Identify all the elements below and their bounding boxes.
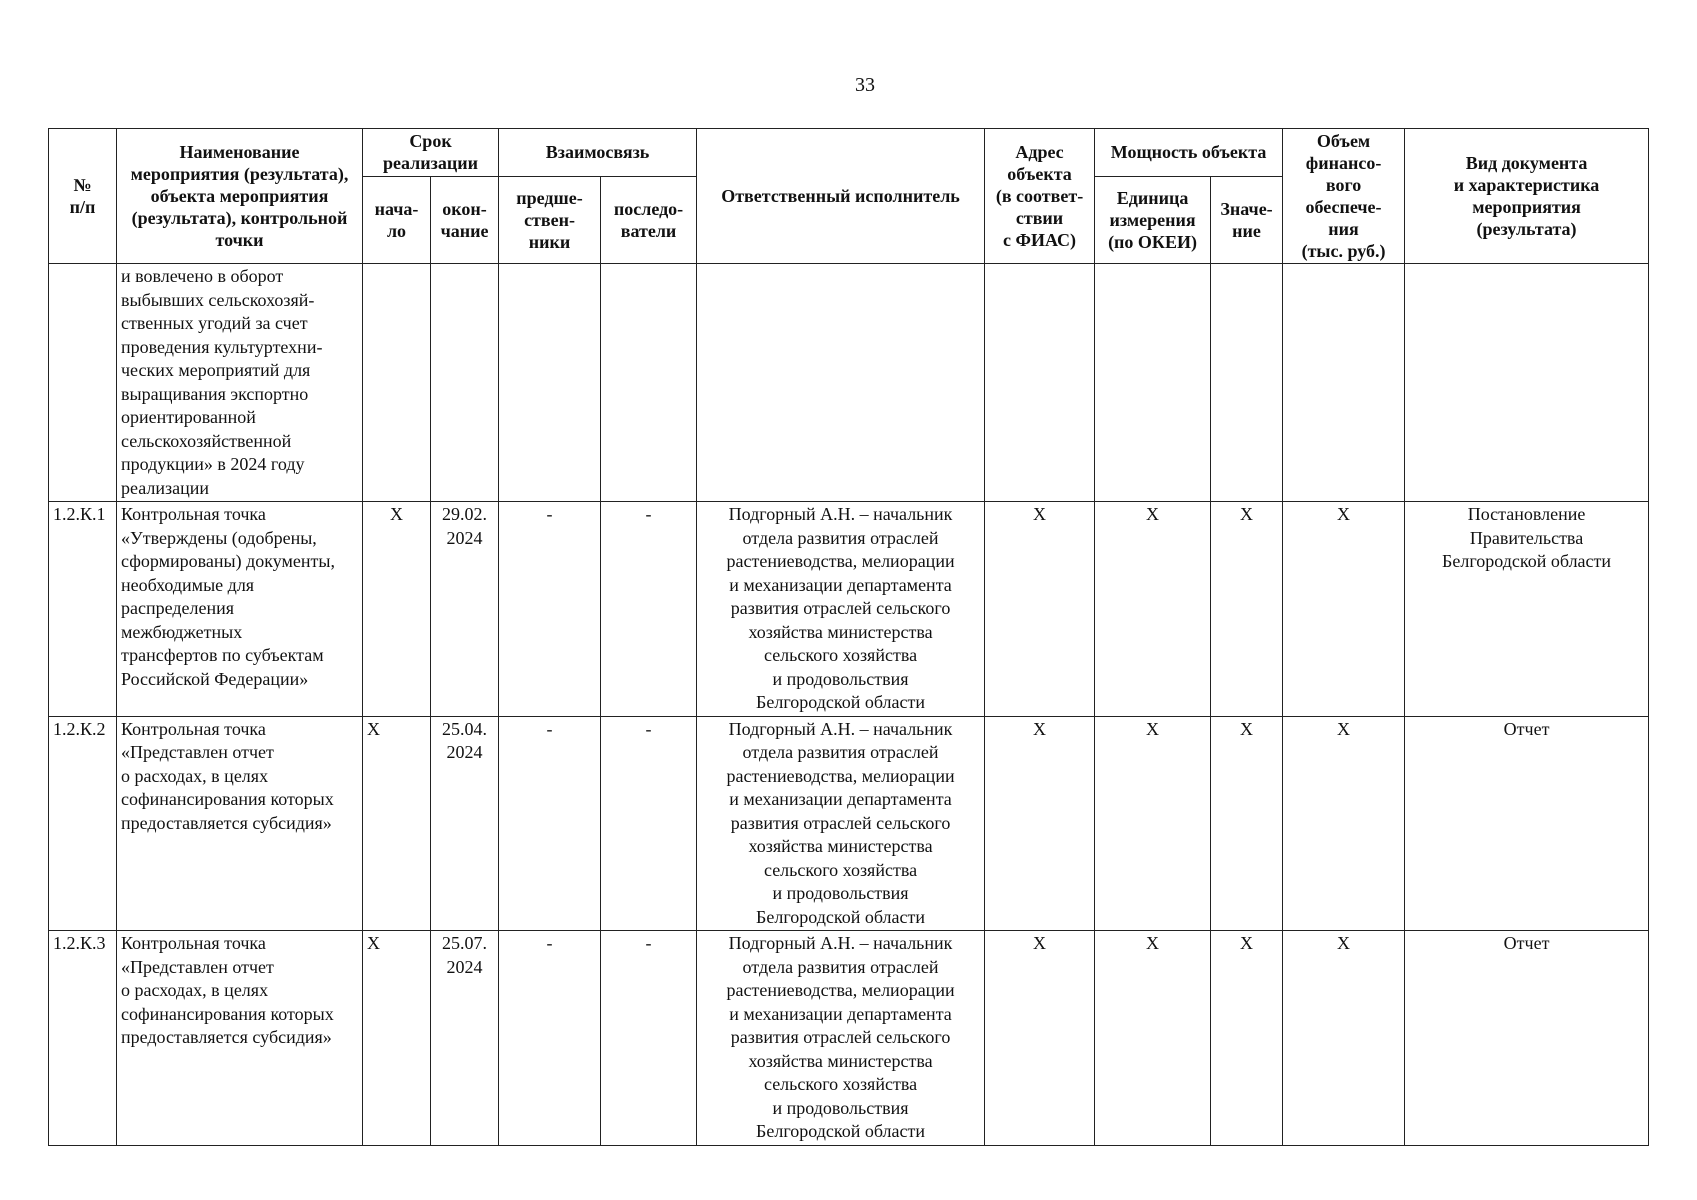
cell-successors: -: [601, 502, 697, 717]
cell-name: Контрольная точка «Представлен отчет о расходах, в целях софинансирования которых предоставляется субсидия»: [117, 716, 363, 931]
cell-doc: Отчет: [1405, 716, 1649, 931]
cell-address: Х: [985, 931, 1095, 1146]
cell-successors: -: [601, 931, 697, 1146]
cell-finance: Х: [1283, 502, 1405, 717]
cell-end: 25.04. 2024: [431, 716, 499, 931]
header-term-end: окон- чание: [431, 176, 499, 263]
cell-address: Х: [985, 716, 1095, 931]
cell-successors: -: [601, 716, 697, 931]
header-finance: Объем финансо- вого обеспече- ния (тыс. руб.): [1283, 129, 1405, 264]
cell-finance: Х: [1283, 716, 1405, 931]
header-address: Адрес объекта (в соответ- ствии с ФИАС): [985, 129, 1095, 264]
cell-start: Х: [363, 931, 431, 1146]
cell-num: [49, 264, 117, 502]
cell-responsible: Подгорный А.Н. – начальник отдела развития отраслей растениеводства, мелиорации и механизации департамента развития отраслей сельского хозяйства министерства сельского хозяйства и продовольствия Белгородской области: [697, 716, 985, 931]
cell-num: 1.2.К.2: [49, 716, 117, 931]
cell-doc: Постановление Правительства Белгородской области: [1405, 502, 1649, 717]
cell-value: Х: [1211, 502, 1283, 717]
cell-address: Х: [985, 502, 1095, 717]
header-unit: Единица измерения (по ОКЕИ): [1095, 176, 1211, 263]
header-term-start: нача- ло: [363, 176, 431, 263]
cell-num: 1.2.К.1: [49, 502, 117, 717]
cell-name: Контрольная точка «Утверждены (одобрены, сформированы) документы, необходимые для распределения межбюджетных трансфертов по субъектам Российской Федерации»: [117, 502, 363, 717]
cell-responsible: Подгорный А.Н. – начальник отдела развития отраслей растениеводства, мелиорации и механизации департамента развития отраслей сельского хозяйства министерства сельского хозяйства и продовольствия Белгородской области: [697, 931, 985, 1146]
header-doc-type: Вид документа и характеристика мероприятия (результата): [1405, 129, 1649, 264]
cell-predecessors: -: [499, 502, 601, 717]
cell-doc: Отчет: [1405, 931, 1649, 1146]
cell-start: Х: [363, 502, 431, 717]
table-row: [49, 716, 1649, 931]
cell-predecessors: -: [499, 716, 601, 931]
cell-name: и вовлечено в оборот выбывших сельскохозяй- ственных угодий за счет проведения культуртехни- ческих мероприятий для выращивания экспортно ориентированной сельскохозяйственной продукции» в 2024 году реализации: [117, 264, 363, 502]
cell-unit: Х: [1095, 502, 1211, 717]
cell-start: Х: [363, 716, 431, 931]
cell-finance: Х: [1283, 931, 1405, 1146]
cell-predecessors: -: [499, 931, 601, 1146]
plan-table: [48, 128, 1649, 1146]
header-successors: последо- ватели: [601, 176, 697, 263]
cell-responsible: Подгорный А.Н. – начальник отдела развития отраслей растениеводства, мелиорации и механизации департамента развития отраслей сельского хозяйства министерства сельского хозяйства и продовольствия Белгородской области: [697, 502, 985, 717]
cell-name: Контрольная точка «Представлен отчет о расходах, в целях софинансирования которых предоставляется субсидия»: [117, 931, 363, 1146]
header-value: Значе- ние: [1211, 176, 1283, 263]
table-header: [49, 129, 1649, 264]
header-name: Наименование мероприятия (результата), объекта мероприятия (результата), контрольной точки: [117, 129, 363, 264]
cell-unit: Х: [1095, 931, 1211, 1146]
table-row: [49, 502, 1649, 717]
page-number: 33: [855, 74, 875, 96]
cell-end: 29.02. 2024: [431, 502, 499, 717]
cell-value: Х: [1211, 931, 1283, 1146]
cell-unit: Х: [1095, 716, 1211, 931]
cell-end: 25.07. 2024: [431, 931, 499, 1146]
cell-num: 1.2.К.3: [49, 931, 117, 1146]
header-num: № п/п: [49, 129, 117, 264]
table-row: [49, 931, 1649, 1146]
table-row-continuation: [49, 264, 1649, 502]
header-predecessors: предше- ствен- ники: [499, 176, 601, 263]
header-term: Срок реализации: [363, 129, 499, 177]
header-capacity: Мощность объекта: [1095, 129, 1283, 177]
header-relation: Взаимосвязь: [499, 129, 697, 177]
header-responsible: Ответственный исполнитель: [697, 129, 985, 264]
cell-value: Х: [1211, 716, 1283, 931]
